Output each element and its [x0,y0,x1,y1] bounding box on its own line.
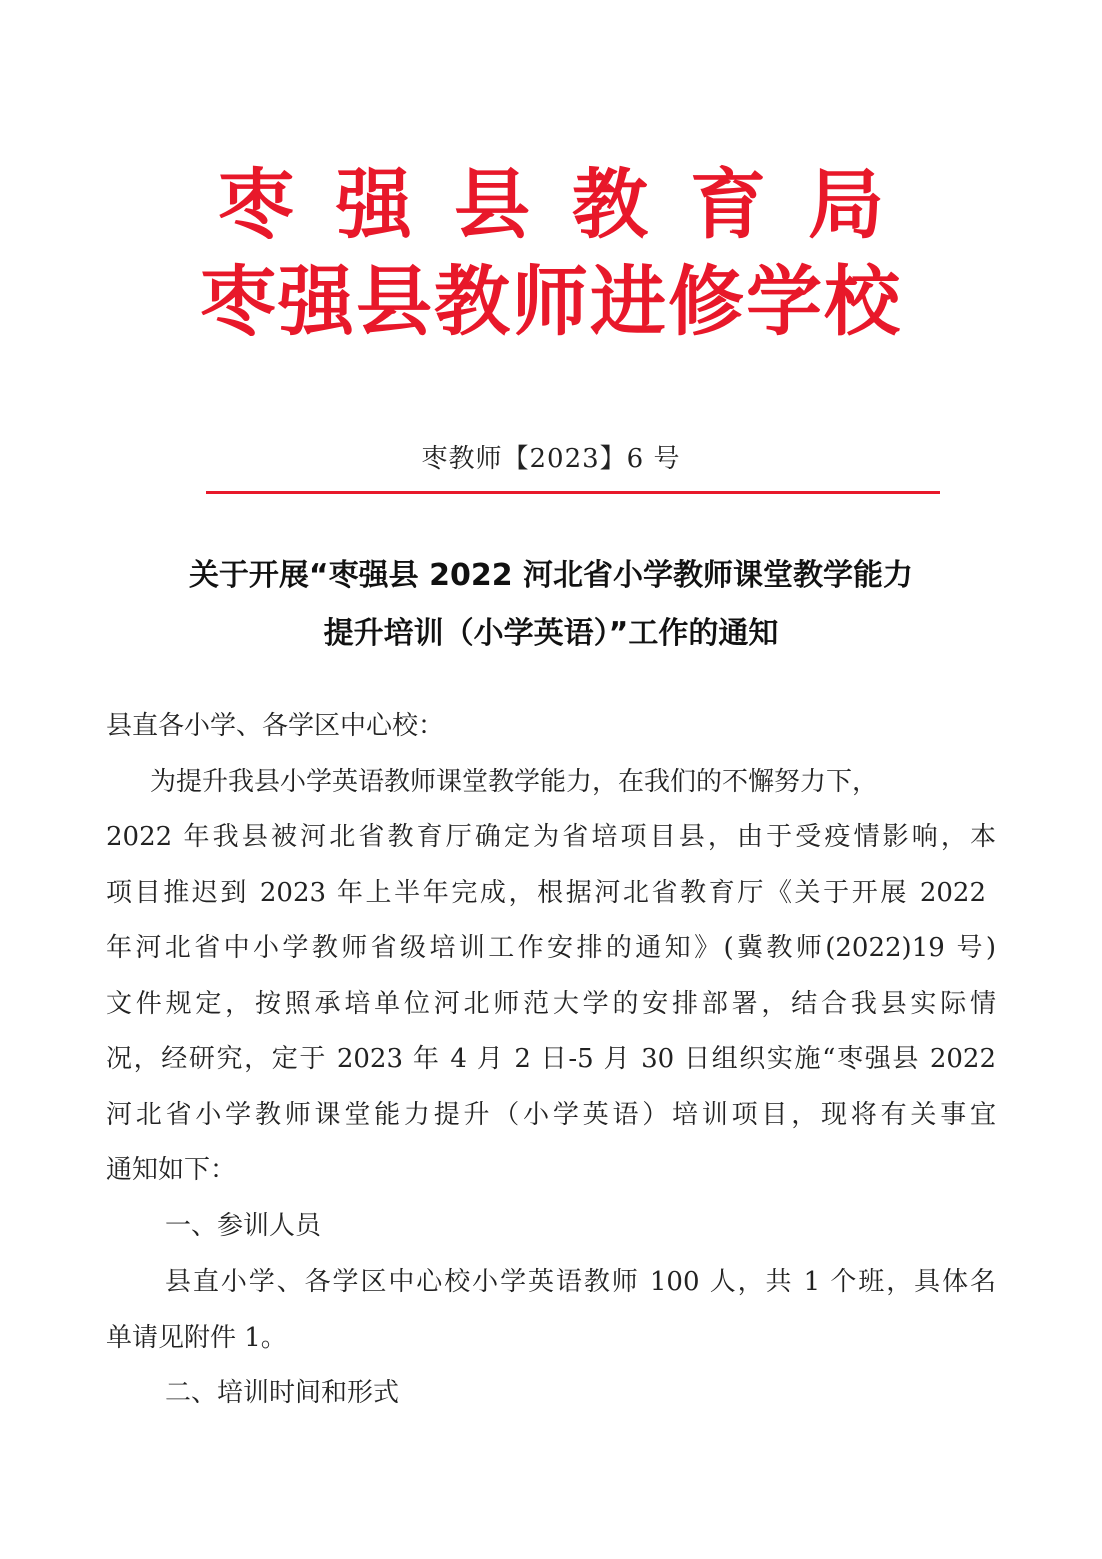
paragraph-1-line-1: 为提升我县小学英语教师课堂教学能力，在我们的不懈努力下， [150,767,879,797]
paragraph-1-line-5: 文件规定，按照承培单位河北师范大学的安排部署，结合我县实际情 [106,989,996,1019]
salutation: 县直各小学、各学区中心校： [106,711,445,741]
paragraph-1-line-8: 通知如下： [106,1155,237,1185]
issuer-title-line-2: 枣强县教师进修学校 [200,257,902,346]
paragraph-1-line-2: 2022 年我县被河北省教育厅确定为省培项目县，由于受疫情影响，本 [106,822,996,852]
paragraph-1-line-7: 河北省小学教师课堂能力提升（小学英语）培训项目，现将有关事宜 [106,1100,996,1130]
paragraph-1-line-4: 年河北省中小学教师省级培训工作安排的通知》(冀教师(2022)19 号) [106,933,996,963]
notice-title-line-2: 提升培训（小学英语）”工作的通知 [323,616,779,651]
section-1-text-line-2: 单请见附件 1。 [106,1323,287,1353]
section-1-text-line-1: 县直小学、各学区中心校小学英语教师 100 人，共 1 个班，具体名 [165,1267,996,1297]
red-divider-line [206,491,940,494]
paragraph-1-line-3: 项目推迟到 2023 年上半年完成，根据河北省教育厅《关于开展 2022 [106,878,986,908]
document-number: 枣教师【2023】6 号 [421,444,681,474]
section-1-heading: 一、参训人员 [165,1211,322,1241]
notice-title-line-1: 关于开展“枣强县 2022 河北省小学教师课堂教学能力 [188,558,914,593]
section-2-heading: 二、培训时间和形式 [165,1378,400,1408]
issuer-title-line-1: 枣强县教育局 [218,160,926,249]
paragraph-1-line-6: 况，经研究，定于 2023 年 4 月 2 日-5 月 30 日组织实施“枣强县 2022 [106,1044,996,1074]
